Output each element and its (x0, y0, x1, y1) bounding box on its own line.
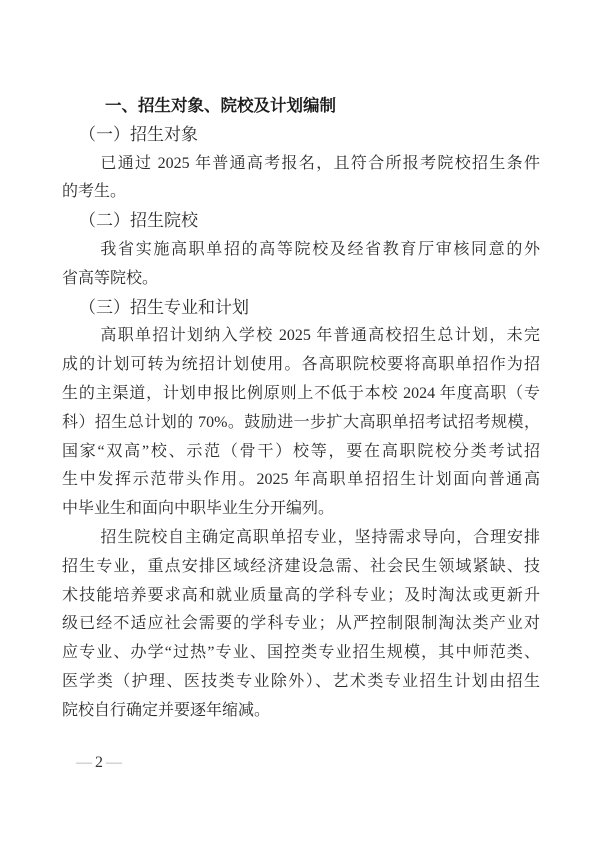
section-heading: 一、招生对象、院校及计划编制 (105, 97, 336, 115)
text-line: 成的计划可转为统招计划使用。各高职院校要将高职单招作为招 (62, 356, 540, 374)
subsection-heading: （三）招生专业和计划 (79, 297, 249, 317)
text-line: 的考生。 (62, 183, 127, 201)
footer-dash-left: — (76, 753, 92, 771)
page-number: 2 (95, 753, 103, 771)
text-line: 国家“双高”校、示范（骨干）校等，要在高职院校分类考试招 (62, 442, 540, 460)
page-footer (76, 753, 540, 773)
text-line: 院校自行确定并要逐年缩减。 (62, 701, 271, 719)
text-line: 中毕业生和面向中职毕业生分开编列。 (62, 500, 335, 518)
text-line: 医学类（护理、医技类专业除外）、艺术类专业招生计划由招生 (62, 672, 540, 690)
document-body (62, 121, 540, 726)
text-line: 级已经不适应社会需要的学科专业；从严控制限制淘汰类产业对 (62, 615, 540, 633)
text-line: 省高等院校。 (62, 269, 159, 287)
text-line: 术技能培养要求高和就业质量高的学科专业；及时淘汰或更新升 (62, 586, 540, 604)
text-line: 生的主渠道，计划申报比例原则上不低于本校 2024 年度高职（专 (62, 384, 540, 402)
footer-dash-right: — (106, 753, 122, 771)
text-line: 科）招生总计划的 70%。鼓励进一步扩大高职单招考试招考规模， (62, 413, 540, 431)
text-line: 高职单招计划纳入学校 2025 年普通高校招生总计划，未完 (100, 327, 540, 345)
text-line: 招生院校自主确定高职单招专业，坚持需求导向，合理安排 (100, 528, 540, 546)
subsection-heading: （一）招生对象 (79, 124, 198, 144)
text-line: 已通过 2025 年普通高考报名，且符合所报考院校招生条件 (100, 154, 540, 172)
subsection-heading: （二）招生院校 (79, 211, 198, 231)
text-line: 生中发挥示范带头作用。2025 年高职单招招生计划面向普通高 (62, 471, 540, 489)
text-line: 招生专业，重点安排区域经济建设急需、社会民生领域紧缺、技 (62, 557, 540, 575)
text-line: 应专业、办学“过热”专业、国控类专业招生规模，其中师范类、 (62, 644, 540, 662)
text-line: 我省实施高职单招的高等院校及经省教育厅审核同意的外 (100, 240, 540, 258)
